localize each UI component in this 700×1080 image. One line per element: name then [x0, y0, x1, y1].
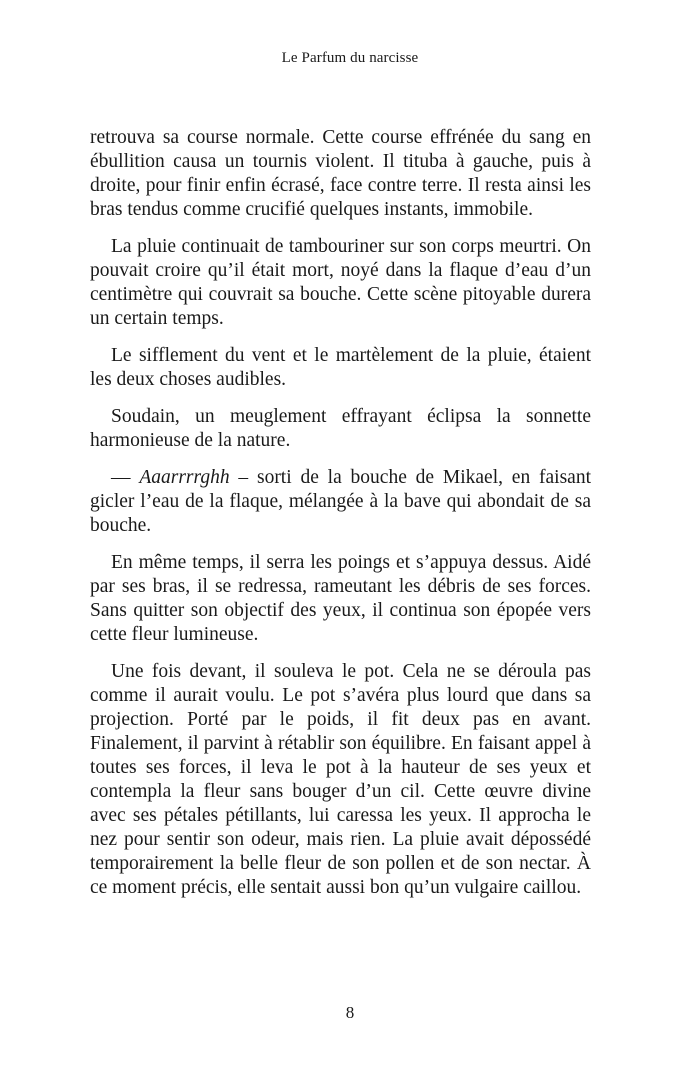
dialogue-text: – sorti de la bouche de Mikael, en faisant gicler l’eau de la flaque, mélangée à la bave qui abondait de sa bouche.	[90, 467, 591, 536]
paragraph: Le sifflement du vent et le martèlement de la pluie, étaient les deux choses audibles.	[90, 345, 591, 390]
dialogue-dash: —	[111, 467, 140, 488]
paragraph: La pluie continuait de tambouriner sur son corps meurtri. On pouvait croire qu’il était mort, noyé dans la flaque d’eau d’un centimètre qui couvrait sa bouche. Cette scène pitoyable durera un certain temps.	[90, 236, 591, 329]
paragraph-continuation: retrouva sa course normale. Cette course effrénée du sang en ébullition causa un tournis violent. Il tituba à gauche, puis à droite, pour finir enfin écrasé, face contre terre. Il resta ainsi les bras tendus comme crucifié quelques instants, immobile.	[90, 127, 591, 220]
body-text	[90, 126, 591, 913]
running-header-title: Le Parfum du narcisse	[281, 50, 419, 66]
page-number: 8	[345, 1003, 355, 1022]
paragraph: Une fois devant, il souleva le pot. Cela ne se déroula pas comme il aurait voulu. Le pot s’avéra plus lourd que dans sa projection. Porté par le poids, il fit deux pas en avant. Finalement, il parvint à rétablir son équilibre. En faisant appel à toutes ses forces, il leva le pot à la hauteur de ses yeux et contempla la fleur sans bouger d’un cil. Cette œuvre divine avec ses pétales pétillants, lui caressa les yeux. Il approcha le nez pour sentir son odeur, mais rien. La pluie avait dépossédé temporairement la belle fleur de son pollen et de son nectar. À ce moment précis, elle sentait aussi bon qu’un vulgaire caillou.	[90, 661, 591, 898]
dialogue-exclamation: Aaarrrrghh	[139, 467, 230, 488]
dialogue-paragraph	[90, 466, 591, 538]
paragraph: Soudain, un meuglement effrayant éclipsa la sonnette harmonieuse de la nature.	[90, 406, 591, 451]
paragraph: En même temps, il serra les poings et s’appuya dessus. Aidé par ses bras, il se redressa, rameutant les débris de ses forces. Sans quitter son objectif des yeux, il continua son épopée vers cette fleur lumineuse.	[90, 552, 591, 645]
